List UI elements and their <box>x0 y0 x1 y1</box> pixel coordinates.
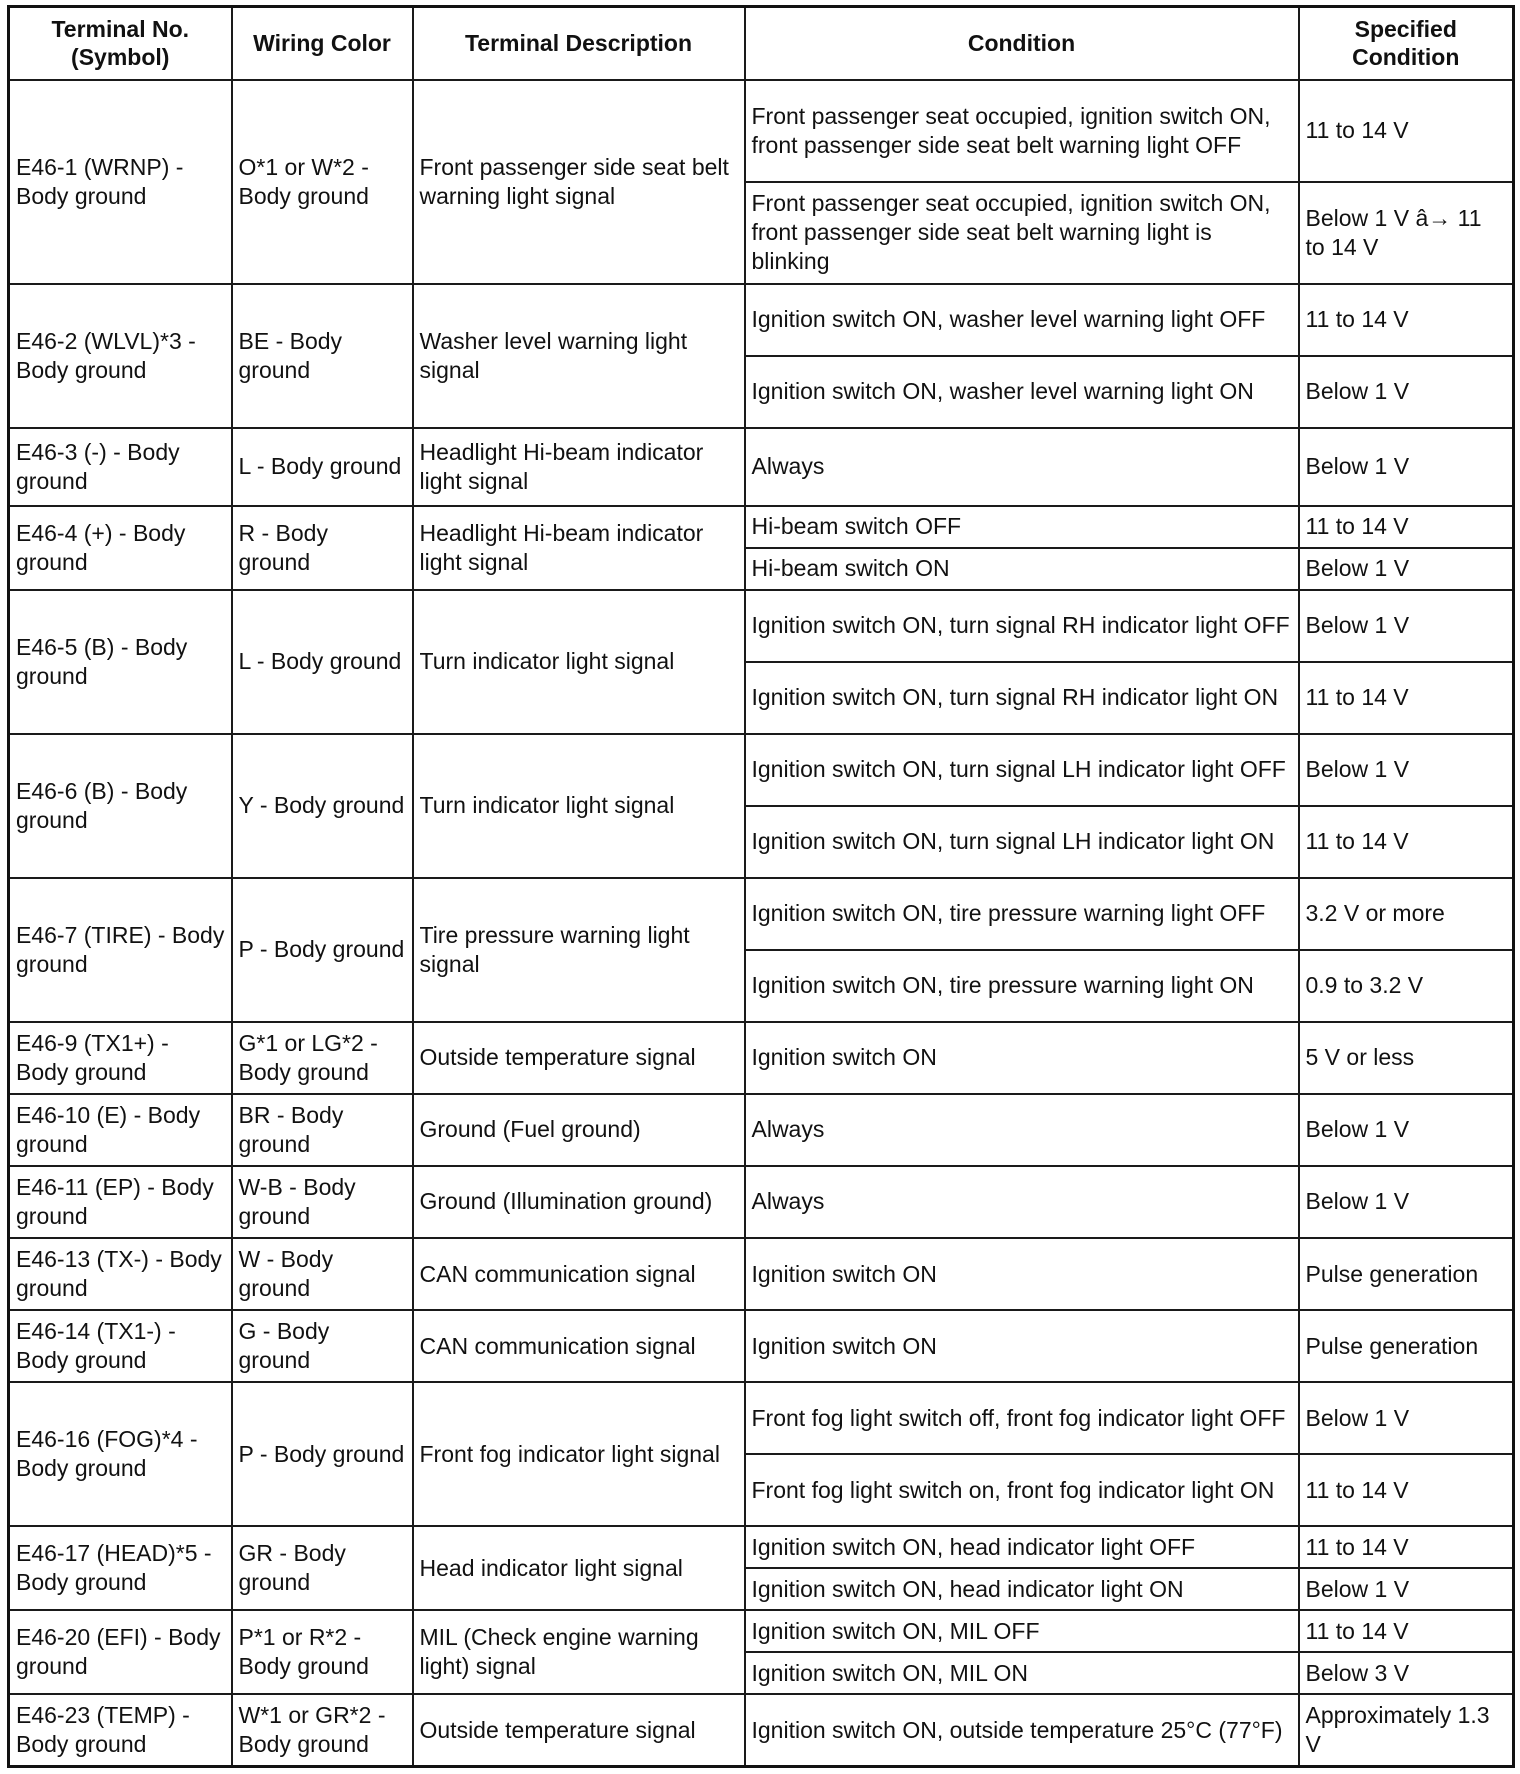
table-row <box>9 1022 1514 1094</box>
terminal-description-cell: Washer level warning light signal <box>413 284 745 428</box>
table-row <box>9 1694 1514 1766</box>
specified-condition-cell: 11 to 14 V <box>1299 80 1514 182</box>
specified-condition-cell: Below 3 V <box>1299 1652 1514 1694</box>
specified-condition-cell: 11 to 14 V <box>1299 1526 1514 1568</box>
wiring-color-cell: L - Body ground <box>232 590 413 734</box>
terminal-cell: E46-23 (TEMP) - Body ground <box>9 1694 232 1766</box>
specified-condition-cell: 11 to 14 V <box>1299 284 1514 356</box>
specified-condition-cell: Below 1 V <box>1299 548 1514 590</box>
specified-condition-cell: Below 1 V <box>1299 734 1514 806</box>
condition-cell: Ignition switch ON, turn signal LH indicator light ON <box>745 806 1299 878</box>
condition-cell: Always <box>745 1166 1299 1238</box>
wiring-color-cell: L - Body ground <box>232 428 413 506</box>
wiring-color-cell: BR - Body ground <box>232 1094 413 1166</box>
terminal-description-cell: Turn indicator light signal <box>413 734 745 878</box>
wiring-color-cell: GR - Body ground <box>232 1526 413 1610</box>
wiring-color-cell: G*1 or LG*2 - Body ground <box>232 1022 413 1094</box>
condition-cell: Front fog light switch off, front fog indicator light OFF <box>745 1382 1299 1454</box>
condition-cell: Ignition switch ON <box>745 1022 1299 1094</box>
terminal-cell: E46-11 (EP) - Body ground <box>9 1166 232 1238</box>
table-row <box>9 878 1514 950</box>
condition-cell: Ignition switch ON <box>745 1238 1299 1310</box>
specified-condition-cell: 11 to 14 V <box>1299 506 1514 548</box>
condition-cell: Ignition switch ON, outside temperature 25°C (77°F) <box>745 1694 1299 1766</box>
specified-condition-cell: 3.2 V or more <box>1299 878 1514 950</box>
wiring-color-cell: G - Body ground <box>232 1310 413 1382</box>
condition-cell: Hi-beam switch ON <box>745 548 1299 590</box>
terminal-cell: E46-2 (WLVL)*3 - Body ground <box>9 284 232 428</box>
terminal-description-cell: Turn indicator light signal <box>413 590 745 734</box>
table-row <box>9 1610 1514 1652</box>
table-row <box>9 506 1514 548</box>
condition-cell: Ignition switch ON, head indicator light OFF <box>745 1526 1299 1568</box>
terminal-cell: E46-3 (-) - Body ground <box>9 428 232 506</box>
wiring-color-cell: Y - Body ground <box>232 734 413 878</box>
terminal-description-cell: Outside temperature signal <box>413 1694 745 1766</box>
condition-cell: Ignition switch ON, turn signal RH indicator light OFF <box>745 590 1299 662</box>
condition-cell: Ignition switch ON, tire pressure warning light ON <box>745 950 1299 1022</box>
terminal-cell: E46-13 (TX-) - Body ground <box>9 1238 232 1310</box>
condition-cell: Front fog light switch on, front fog indicator light ON <box>745 1454 1299 1526</box>
table-body <box>9 80 1514 1767</box>
terminal-description-cell: Ground (Fuel ground) <box>413 1094 745 1166</box>
header-wiring-color: Wiring Color <box>232 7 413 80</box>
terminal-cell: E46-7 (TIRE) - Body ground <box>9 878 232 1022</box>
wiring-color-cell: W*1 or GR*2 - Body ground <box>232 1694 413 1766</box>
table-row <box>9 1526 1514 1568</box>
specified-condition-cell: Below 1 V <box>1299 1382 1514 1454</box>
table-row <box>9 1382 1514 1454</box>
condition-cell: Ignition switch ON, MIL ON <box>745 1652 1299 1694</box>
terminal-description-cell: Tire pressure warning light signal <box>413 878 745 1022</box>
condition-cell: Ignition switch ON, turn signal LH indicator light OFF <box>745 734 1299 806</box>
terminal-cell: E46-1 (WRNP) - Body ground <box>9 80 232 284</box>
terminal-description-cell: Head indicator light signal <box>413 1526 745 1610</box>
terminal-description-cell: MIL (Check engine warning light) signal <box>413 1610 745 1694</box>
specified-condition-cell: Below 1 V <box>1299 1094 1514 1166</box>
table-row <box>9 590 1514 662</box>
table-row <box>9 734 1514 806</box>
specified-condition-cell: 11 to 14 V <box>1299 1610 1514 1652</box>
specified-condition-cell: Pulse generation <box>1299 1238 1514 1310</box>
table-row <box>9 1094 1514 1166</box>
specified-condition-cell: Below 1 V <box>1299 1568 1514 1610</box>
wiring-color-cell: P - Body ground <box>232 1382 413 1526</box>
specified-condition-cell: Below 1 V <box>1299 1166 1514 1238</box>
header-terminal-description: Terminal Description <box>413 7 745 80</box>
specified-condition-cell: 11 to 14 V <box>1299 662 1514 734</box>
terminal-description-cell: Ground (Illumination ground) <box>413 1166 745 1238</box>
table-row <box>9 1238 1514 1310</box>
wiring-color-cell: P*1 or R*2 - Body ground <box>232 1610 413 1694</box>
header-specified-condition: Specified Condition <box>1299 7 1514 80</box>
terminal-description-cell: CAN communication signal <box>413 1310 745 1382</box>
condition-cell: Hi-beam switch OFF <box>745 506 1299 548</box>
table-row <box>9 1166 1514 1238</box>
condition-cell: Ignition switch ON, washer level warning light ON <box>745 356 1299 428</box>
terminal-description-cell: Headlight Hi-beam indicator light signal <box>413 428 745 506</box>
specified-condition-cell: Below 1 V â→ 11 to 14 V <box>1299 182 1514 284</box>
specified-condition-cell: 11 to 14 V <box>1299 806 1514 878</box>
header-terminal: Terminal No. (Symbol) <box>9 7 232 80</box>
terminal-description-cell: Front passenger side seat belt warning light signal <box>413 80 745 284</box>
wiring-color-cell: W-B - Body ground <box>232 1166 413 1238</box>
terminal-cell: E46-14 (TX1-) - Body ground <box>9 1310 232 1382</box>
condition-cell: Ignition switch ON, head indicator light ON <box>745 1568 1299 1610</box>
condition-cell: Front passenger seat occupied, ignition switch ON, front passenger side seat belt warning light OFF <box>745 80 1299 182</box>
condition-cell: Always <box>745 1094 1299 1166</box>
terminal-cell: E46-9 (TX1+) - Body ground <box>9 1022 232 1094</box>
specified-condition-cell: Pulse generation <box>1299 1310 1514 1382</box>
terminal-cell: E46-10 (E) - Body ground <box>9 1094 232 1166</box>
wiring-color-cell: BE - Body ground <box>232 284 413 428</box>
wiring-color-cell: R - Body ground <box>232 506 413 590</box>
condition-cell: Ignition switch ON <box>745 1310 1299 1382</box>
specified-condition-cell: Below 1 V <box>1299 428 1514 506</box>
terminal-description-cell: CAN communication signal <box>413 1238 745 1310</box>
condition-cell: Ignition switch ON, tire pressure warning light OFF <box>745 878 1299 950</box>
condition-cell: Front passenger seat occupied, ignition switch ON, front passenger side seat belt warning light is blinking <box>745 182 1299 284</box>
terminal-cell: E46-17 (HEAD)*5 - Body ground <box>9 1526 232 1610</box>
table-row <box>9 284 1514 356</box>
specified-condition-cell: 5 V or less <box>1299 1022 1514 1094</box>
wiring-color-cell: O*1 or W*2 - Body ground <box>232 80 413 284</box>
terminal-cell: E46-5 (B) - Body ground <box>9 590 232 734</box>
table-row <box>9 80 1514 182</box>
terminal-cell: E46-4 (+) - Body ground <box>9 506 232 590</box>
table-row <box>9 1310 1514 1382</box>
terminal-cell: E46-6 (B) - Body ground <box>9 734 232 878</box>
specified-condition-cell: Below 1 V <box>1299 356 1514 428</box>
condition-cell: Ignition switch ON, washer level warning light OFF <box>745 284 1299 356</box>
terminal-description-cell: Headlight Hi-beam indicator light signal <box>413 506 745 590</box>
header-row <box>9 7 1514 80</box>
condition-cell: Ignition switch ON, turn signal RH indicator light ON <box>745 662 1299 734</box>
header-condition: Condition <box>745 7 1299 80</box>
terminal-table-container <box>7 5 1512 1768</box>
condition-cell: Ignition switch ON, MIL OFF <box>745 1610 1299 1652</box>
condition-cell: Always <box>745 428 1299 506</box>
wiring-color-cell: W - Body ground <box>232 1238 413 1310</box>
wiring-color-cell: P - Body ground <box>232 878 413 1022</box>
terminal-description-cell: Front fog indicator light signal <box>413 1382 745 1526</box>
terminal-cell: E46-16 (FOG)*4 - Body ground <box>9 1382 232 1526</box>
specified-condition-cell: Below 1 V <box>1299 590 1514 662</box>
terminal-cell: E46-20 (EFI) - Body ground <box>9 1610 232 1694</box>
terminal-table <box>7 5 1515 1768</box>
specified-condition-cell: 11 to 14 V <box>1299 1454 1514 1526</box>
table-row <box>9 428 1514 506</box>
terminal-description-cell: Outside temperature signal <box>413 1022 745 1094</box>
specified-condition-cell: Approximately 1.3 V <box>1299 1694 1514 1766</box>
specified-condition-cell: 0.9 to 3.2 V <box>1299 950 1514 1022</box>
